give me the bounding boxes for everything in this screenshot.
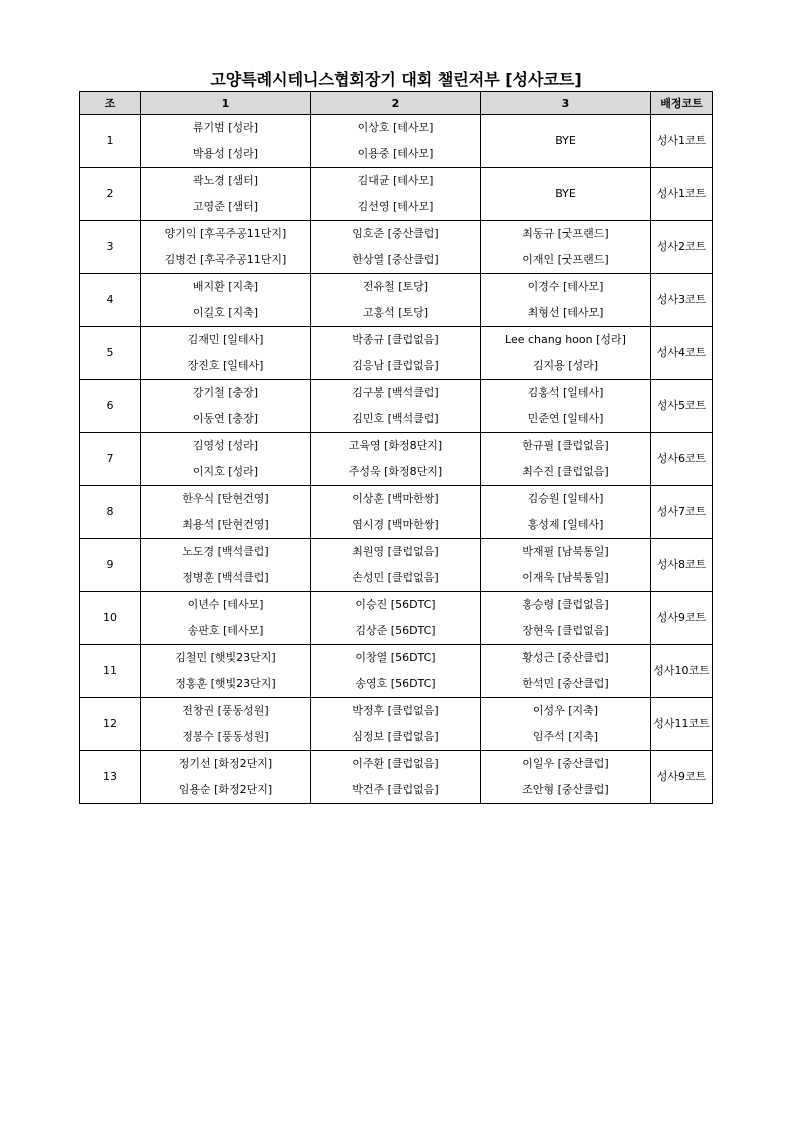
player-name: 최동규 [굿프랜드]	[481, 221, 651, 248]
player-name: 김응남 [클럽없음]	[311, 353, 481, 380]
player-name: 이일우 [중산클럽]	[481, 751, 651, 778]
player-name: 염시경 [백마한쌍]	[311, 512, 481, 539]
player-name: 최수진 [클럽없음]	[481, 459, 651, 486]
player-name: 양기익 [후곡주공11단지]	[141, 221, 311, 248]
table-row	[80, 777, 713, 804]
table-row	[80, 671, 713, 698]
player-name: 이동연 [충장]	[141, 406, 311, 433]
court-assignment: 성사9코트	[651, 751, 713, 804]
group-number: 8	[80, 486, 141, 539]
player-name: 장진호 [일테사]	[141, 353, 311, 380]
header-team-2: 2	[311, 92, 481, 115]
player-name: Lee chang hoon [성라]	[481, 327, 651, 354]
player-name: 김홍석 [일테사]	[481, 380, 651, 407]
table-row	[80, 645, 713, 672]
bye-cell: BYE	[481, 168, 651, 221]
player-name: 이용중 [테사모]	[311, 141, 481, 168]
player-name: 최형선 [테사모]	[481, 300, 651, 327]
group-number: 4	[80, 274, 141, 327]
player-name: 조안형 [중산클럽]	[481, 777, 651, 804]
player-name: 김재민 [일테사]	[141, 327, 311, 354]
player-name: 임호준 [중산클럽]	[311, 221, 481, 248]
table-row	[80, 380, 713, 407]
player-name: 김민호 [백석클럽]	[311, 406, 481, 433]
player-name: 심정보 [클럽없음]	[311, 724, 481, 751]
player-name: 박건주 [클럽없음]	[311, 777, 481, 804]
player-name: 김구봉 [백석클럽]	[311, 380, 481, 407]
player-name: 곽노경 [샘터]	[141, 168, 311, 195]
table-row	[80, 274, 713, 301]
court-assignment: 성사9코트	[651, 592, 713, 645]
player-name: 박용성 [성라]	[141, 141, 311, 168]
player-name: 황성근 [중산클럽]	[481, 645, 651, 672]
table-row	[80, 539, 713, 566]
player-name: 박정후 [클럽없음]	[311, 698, 481, 725]
player-name: 고홍석 [토당]	[311, 300, 481, 327]
player-name: 김대균 [테사모]	[311, 168, 481, 195]
group-number: 3	[80, 221, 141, 274]
player-name: 임용순 [화정2단지]	[141, 777, 311, 804]
player-name: 박종규 [클럽없음]	[311, 327, 481, 354]
player-name: 이창열 [56DTC]	[311, 645, 481, 672]
player-name: 장현욱 [클럽없음]	[481, 618, 651, 645]
table-row	[80, 433, 713, 460]
table-row	[80, 300, 713, 327]
header-team-3: 3	[481, 92, 651, 115]
player-name: 최용석 [탄현건영]	[141, 512, 311, 539]
player-name: 김승원 [일테사]	[481, 486, 651, 513]
table-row	[80, 512, 713, 539]
table-row	[80, 221, 713, 248]
draw-table	[79, 91, 713, 804]
player-name: 김상준 [56DTC]	[311, 618, 481, 645]
group-number: 2	[80, 168, 141, 221]
group-number: 7	[80, 433, 141, 486]
player-name: 송판호 [테사모]	[141, 618, 311, 645]
player-name: 이재욱 [남북통일]	[481, 565, 651, 592]
player-name: 정기선 [화정2단지]	[141, 751, 311, 778]
player-name: 노도경 [백석클럽]	[141, 539, 311, 566]
court-assignment: 성사6코트	[651, 433, 713, 486]
court-assignment: 성사1코트	[651, 115, 713, 168]
player-name: 최원영 [클럽없음]	[311, 539, 481, 566]
header-team-1: 1	[141, 92, 311, 115]
group-number: 10	[80, 592, 141, 645]
player-name: 주성욱 [화정8단지]	[311, 459, 481, 486]
court-assignment: 성사4코트	[651, 327, 713, 380]
player-name: 이성우 [지축]	[481, 698, 651, 725]
court-assignment: 성사3코트	[651, 274, 713, 327]
player-name: 김병건 [후곡주공11단지]	[141, 247, 311, 274]
page-title: 고양특례시테니스협회장기 대회 챌린저부 [성사코트]	[210, 70, 582, 89]
player-name: 이승진 [56DTC]	[311, 592, 481, 619]
table-row	[80, 406, 713, 433]
header-court: 배정코트	[651, 92, 713, 115]
player-name: 이경수 [테사모]	[481, 274, 651, 301]
player-name: 한상열 [중산클럽]	[311, 247, 481, 274]
court-assignment: 성사11코트	[651, 698, 713, 751]
table-row	[80, 592, 713, 619]
table-row	[80, 618, 713, 645]
table-row	[80, 168, 713, 195]
player-name: 박재필 [남북통일]	[481, 539, 651, 566]
group-number: 1	[80, 115, 141, 168]
player-name: 이상호 [테사모]	[311, 115, 481, 142]
player-name: 이지호 [성라]	[141, 459, 311, 486]
court-assignment: 성사10코트	[651, 645, 713, 698]
court-assignment: 성사7코트	[651, 486, 713, 539]
player-name: 정병훈 [백석클럽]	[141, 565, 311, 592]
player-name: 민준연 [일테사]	[481, 406, 651, 433]
player-name: 이재인 [굿프랜드]	[481, 247, 651, 274]
table-row	[80, 115, 713, 142]
player-name: 이주환 [클럽없음]	[311, 751, 481, 778]
player-name: 김선영 [테사모]	[311, 194, 481, 221]
player-name: 이길호 [지축]	[141, 300, 311, 327]
table-row	[80, 751, 713, 778]
player-name: 전유철 [토당]	[311, 274, 481, 301]
group-number: 13	[80, 751, 141, 804]
table-row	[80, 327, 713, 354]
table-row	[80, 565, 713, 592]
player-name: 손성민 [클럽없음]	[311, 565, 481, 592]
player-name: 배지환 [지축]	[141, 274, 311, 301]
player-name: 전창권 [풍동성원]	[141, 698, 311, 725]
player-name: 한규필 [클럽없음]	[481, 433, 651, 460]
player-name: 정홍훈 [햇빛23단지]	[141, 671, 311, 698]
group-number: 9	[80, 539, 141, 592]
player-name: 한우식 [탄현건영]	[141, 486, 311, 513]
player-name: 한석민 [중산클럽]	[481, 671, 651, 698]
player-name: 김철민 [햇빛23단지]	[141, 645, 311, 672]
court-assignment: 성사8코트	[651, 539, 713, 592]
table-row	[80, 247, 713, 274]
table-row	[80, 459, 713, 486]
table-row	[80, 724, 713, 751]
draw-body	[80, 115, 713, 804]
player-name: 송영호 [56DTC]	[311, 671, 481, 698]
bye-cell: BYE	[481, 115, 651, 168]
player-name: 김영성 [성라]	[141, 433, 311, 460]
table-row	[80, 486, 713, 513]
court-assignment: 성사5코트	[651, 380, 713, 433]
group-number: 6	[80, 380, 141, 433]
player-name: 류기범 [성라]	[141, 115, 311, 142]
header-row	[80, 92, 713, 115]
table-row	[80, 698, 713, 725]
player-name: 이년수 [테사모]	[141, 592, 311, 619]
player-name: 김지용 [성라]	[481, 353, 651, 380]
group-number: 12	[80, 698, 141, 751]
player-name: 고영준 [샘터]	[141, 194, 311, 221]
group-number: 5	[80, 327, 141, 380]
court-assignment: 성사2코트	[651, 221, 713, 274]
player-name: 홍승령 [클럽없음]	[481, 592, 651, 619]
player-name: 홍성제 [일테사]	[481, 512, 651, 539]
table-row	[80, 353, 713, 380]
player-name: 강기철 [충장]	[141, 380, 311, 407]
player-name: 정봉수 [풍동성원]	[141, 724, 311, 751]
player-name: 이상훈 [백마한쌍]	[311, 486, 481, 513]
player-name: 임주석 [지축]	[481, 724, 651, 751]
court-assignment: 성사1코트	[651, 168, 713, 221]
header-group: 조	[80, 92, 141, 115]
group-number: 11	[80, 645, 141, 698]
player-name: 고육영 [화정8단지]	[311, 433, 481, 460]
